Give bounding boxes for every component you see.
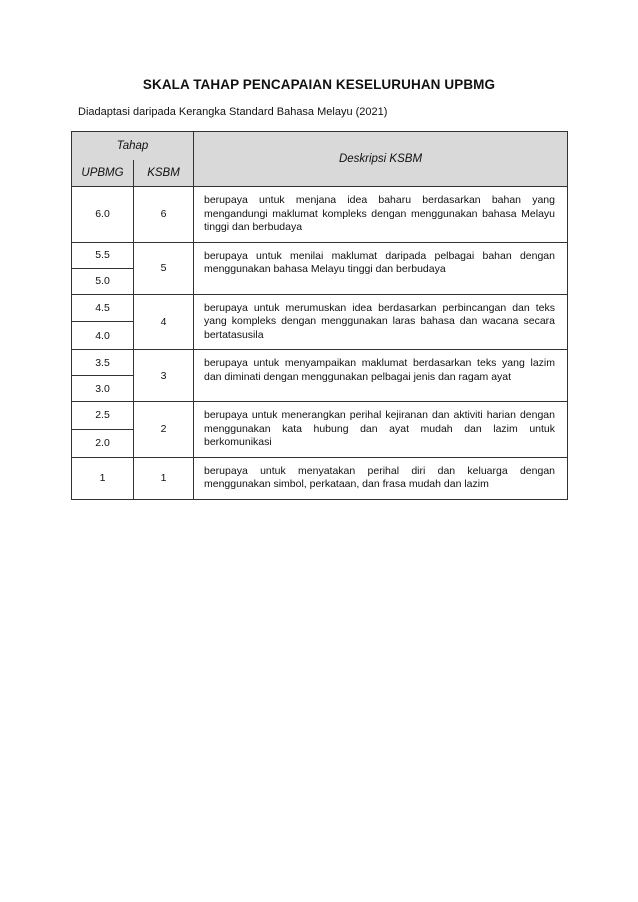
upbmg-cell: 4.5 xyxy=(72,294,134,322)
upbmg-cell: 1 xyxy=(72,457,134,499)
description-cell: berupaya untuk menerangkan perihal kejiranan dan aktiviti harian dengan menggunakan kata hubung dan ayat mudah dan lazim untuk berkomunikasi xyxy=(194,402,568,458)
upbmg-cell: 3.5 xyxy=(72,350,134,376)
table-row xyxy=(72,242,568,268)
ksbm-cell: 6 xyxy=(134,187,194,243)
upbmg-cell: 5.5 xyxy=(72,242,134,268)
header-deskripsi: Deskripsi KSBM xyxy=(194,132,568,187)
header-ksbm: KSBM xyxy=(134,160,194,187)
description-cell: berupaya untuk menjana idea baharu berdasarkan bahan yang mengandungi maklumat kompleks dengan menggunakan bahasa Melayu tinggi dan berbudaya xyxy=(194,187,568,243)
upbmg-cell: 5.0 xyxy=(72,268,134,294)
ksbm-cell: 5 xyxy=(134,242,194,294)
description-cell: berupaya untuk menilai maklumat daripada pelbagai bahan dengan menggunakan bahasa Melayu tinggi dan berbudaya xyxy=(194,242,568,294)
page-title: SKALA TAHAP PENCAPAIAN KESELURUHAN UPBMG xyxy=(142,77,496,92)
upbmg-cell: 2.0 xyxy=(72,429,134,457)
upbmg-cell: 4.0 xyxy=(72,322,134,350)
ksbm-cell: 3 xyxy=(134,350,194,402)
table-row xyxy=(72,457,568,499)
ksbm-cell: 1 xyxy=(134,457,194,499)
ksbm-cell: 2 xyxy=(134,402,194,458)
upbmg-cell: 2.5 xyxy=(72,402,134,430)
table-row xyxy=(72,187,568,243)
description-cell: berupaya untuk merumuskan idea berdasarkan perbincangan dan teks yang kompleks dengan menggunakan laras bahasa dan wacana secara bertatasusila xyxy=(194,294,568,350)
header-tahap: Tahap xyxy=(72,132,194,161)
ksbm-cell: 4 xyxy=(134,294,194,350)
achievement-scale-table xyxy=(71,131,568,500)
table-row xyxy=(72,294,568,322)
header-upbmg: UPBMG xyxy=(72,160,134,187)
table-row xyxy=(72,402,568,430)
upbmg-cell: 3.0 xyxy=(72,376,134,402)
upbmg-cell: 6.0 xyxy=(72,187,134,243)
description-cell: berupaya untuk menyampaikan maklumat berdasarkan teks yang lazim dan diminati dengan menggunakan pelbagai jenis dan ragam ayat xyxy=(194,350,568,402)
table-row xyxy=(72,350,568,376)
description-cell: berupaya untuk menyatakan perihal diri dan keluarga dengan menggunakan simbol, perkataan, dan frasa mudah dan lazim xyxy=(194,457,568,499)
source-note: Diadaptasi daripada Kerangka Standard Bahasa Melayu (2021) xyxy=(78,106,388,118)
